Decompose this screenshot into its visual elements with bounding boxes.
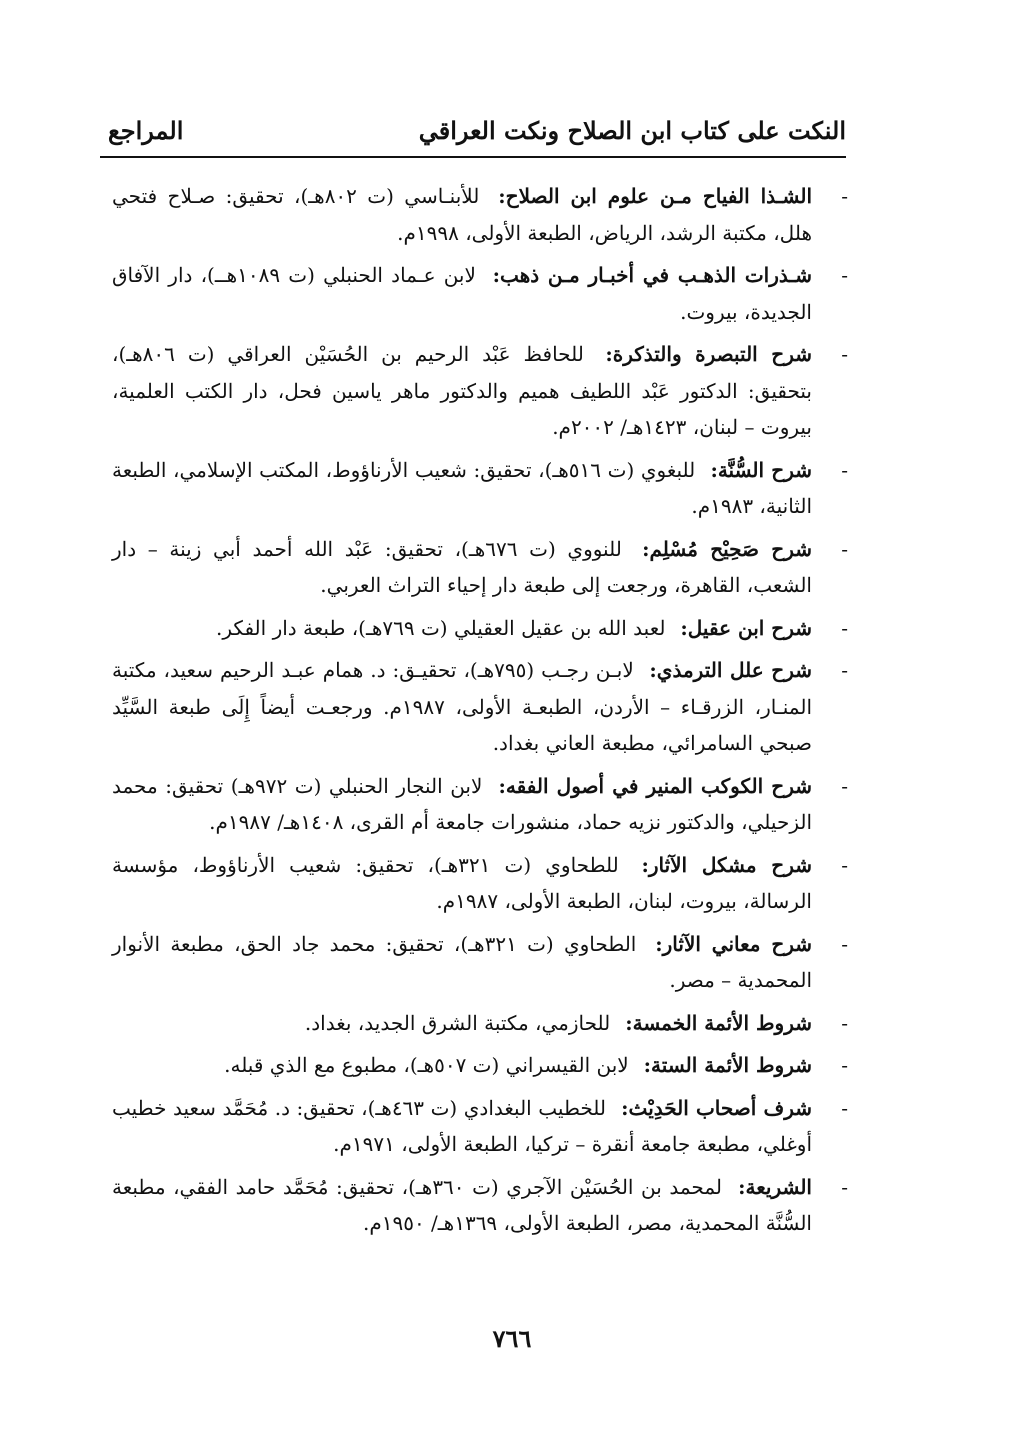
running-header xyxy=(108,116,846,156)
entry-text: الطحاوي (ت ٣٢١هـ)، تحقيق: محمد جاد الحق، مطبعة الأنوار المحمدية – مصر. xyxy=(112,931,812,992)
reference-entry xyxy=(112,1169,848,1242)
entry-dash: - xyxy=(841,342,848,366)
reference-entry xyxy=(112,926,848,999)
page-number: ٧٦٦ xyxy=(492,1324,532,1353)
entry-title: شرح معاني الآثار: xyxy=(655,931,813,956)
entry-dash: - xyxy=(841,1010,848,1035)
entry-text: للخطيب البغدادي (ت ٤٦٣هـ)، تحقيق: د. مُحَمَّد سعيد خطيب أوغلي، مطبعة جامعة أنقرة – تركيا، الطبعة الأولى، ١٩٧١م. xyxy=(112,1095,812,1156)
entry-text: للحافظ عَبْد الرحيم بن الحُسَيْن العراقي (ت ٨٠٦هـ)، بتحقيق: الدكتور عَبْد اللطيف هميم والدكتور ماهر ياسين فحل، دار الكتب العلمية، بيروت – لبنان، ١٤٢٣هـ/ ٢٠٠٢م. xyxy=(112,342,812,439)
entry-text: للحازمي، مكتبة الشرق الجديد، بغداد. xyxy=(304,1010,611,1035)
entry-dash: - xyxy=(841,931,848,956)
entry-dash: - xyxy=(841,1095,848,1120)
entry-text: لمحمد بن الحُسَيْن الآجري (ت ٣٦٠هـ)، تحقيق: مُحَمَّد حامد الفقي، مطبعة السُّنَّة المحمدية، مصر، الطبعة الأولى، ١٣٦٩هـ/ ١٩٥٠م. xyxy=(112,1174,812,1235)
reference-entry xyxy=(112,1090,848,1163)
entry-dash: - xyxy=(841,658,848,682)
entry-dash: - xyxy=(841,773,848,798)
entry-title: شرح الكوكب المنير في أصول الفقه: xyxy=(498,773,813,798)
entry-dash: - xyxy=(841,852,848,877)
entry-title: شرح صَحِيْح مُسْلِم: xyxy=(642,536,812,561)
entry-dash: - xyxy=(841,615,848,640)
entry-title: الشـذا الفياح مـن علوم ابن الصلاح: xyxy=(498,184,813,208)
entry-text: للأبنـاسي (ت ٨٠٢هـ)، تحقيق: صـلاح فتحي هلل، مكتبة الرشد، الرياض، الطبعة الأولى، ١٩٩٨م. xyxy=(112,184,812,245)
reference-entry xyxy=(112,610,848,647)
section-title: المراجع xyxy=(108,116,184,145)
header-rule xyxy=(100,156,846,158)
reference-entry xyxy=(112,336,848,446)
entry-title: شروط الأئمة الخمسة: xyxy=(625,1010,812,1035)
entry-text: للطحاوي (ت ٣٢١هـ)، تحقيق: شعيب الأرناؤوط، مؤسسة الرسالة، بيروت، لبنان، الطبعة الأولى، ١٩٨٧م. xyxy=(112,852,812,913)
entry-title: شرح التبصرة والتذكرة: xyxy=(605,342,812,366)
entry-text: لعبد الله بن عقيل العقيلي (ت ٧٦٩هـ)، طبعة دار الفكر. xyxy=(216,615,666,640)
entry-dash: - xyxy=(841,1053,848,1077)
entry-title: شـذرات الذهـب في أخبـار مـن ذهب: xyxy=(492,263,812,287)
reference-entry xyxy=(112,847,848,920)
entry-title: شرح السُّنَّة: xyxy=(710,457,812,482)
entry-dash: - xyxy=(841,184,848,208)
reference-entry xyxy=(112,452,848,525)
entry-text: للبغوي (ت ٥١٦هـ)، تحقيق: شعيب الأرناؤوط، المكتب الإسلامي، الطبعة الثانية، ١٩٨٣م. xyxy=(112,457,812,518)
reference-list xyxy=(112,178,848,1248)
entry-title: شرح ابن عقيل: xyxy=(680,615,812,640)
reference-entry xyxy=(112,257,848,330)
entry-text: لابن القيسراني (ت ٥٠٧هـ)، مطبوع مع الذي قبله. xyxy=(224,1053,629,1077)
reference-entry xyxy=(112,1005,848,1042)
entry-dash: - xyxy=(841,457,848,482)
reference-entry xyxy=(112,178,848,251)
book-title: النكت على كتاب ابن الصلاح ونكت العراقي xyxy=(418,116,846,145)
entry-text: لابن النجار الحنبلي (ت ٩٧٢هـ) تحقيق: محمد الزحيلي، والدكتور نزيه حماد، منشورات جامعة أم القرى، ١٤٠٨هـ/ ١٩٨٧م. xyxy=(112,773,812,834)
entry-title: شرح مشكل الآثار: xyxy=(641,852,813,877)
reference-entry xyxy=(112,1047,848,1084)
entry-dash: - xyxy=(841,536,848,561)
reference-entry xyxy=(112,768,848,841)
reference-entry xyxy=(112,531,848,604)
entry-dash: - xyxy=(841,263,848,287)
entry-title: الشريعة: xyxy=(738,1174,812,1199)
entry-text: لابـن رجـب (٧٩٥هـ)، تحقيـق: د. همام عبـد الرحيم سعيد، مكتبة المنـار، الزرقـاء – الأردن، الطبعـة الأولى، ١٩٨٧م. ورجعـت أيضاً إِلَى طبعة السَّيِّد صبحي السامرائي، مطبعة العاني بغداد. xyxy=(112,658,812,755)
entry-dash: - xyxy=(841,1174,848,1199)
entry-title: شروط الأئمة الستة: xyxy=(643,1053,812,1077)
entry-title: شرف أصحاب الحَدِيْث: xyxy=(621,1095,813,1120)
entry-title: شرح علل الترمذي: xyxy=(649,658,813,682)
entry-text: لابن عـماد الحنبلي (ت ١٠٨٩هــ)، دار الآفاق الجديدة، بيروت. xyxy=(112,263,812,324)
entry-text: للنووي (ت ٦٧٦هـ)، تحقيق: عَبْد الله أحمد أبي زينة – دار الشعب، القاهرة، ورجعت إلى طبعة دار إحياء التراث العربي. xyxy=(112,536,812,597)
reference-entry xyxy=(112,652,848,762)
